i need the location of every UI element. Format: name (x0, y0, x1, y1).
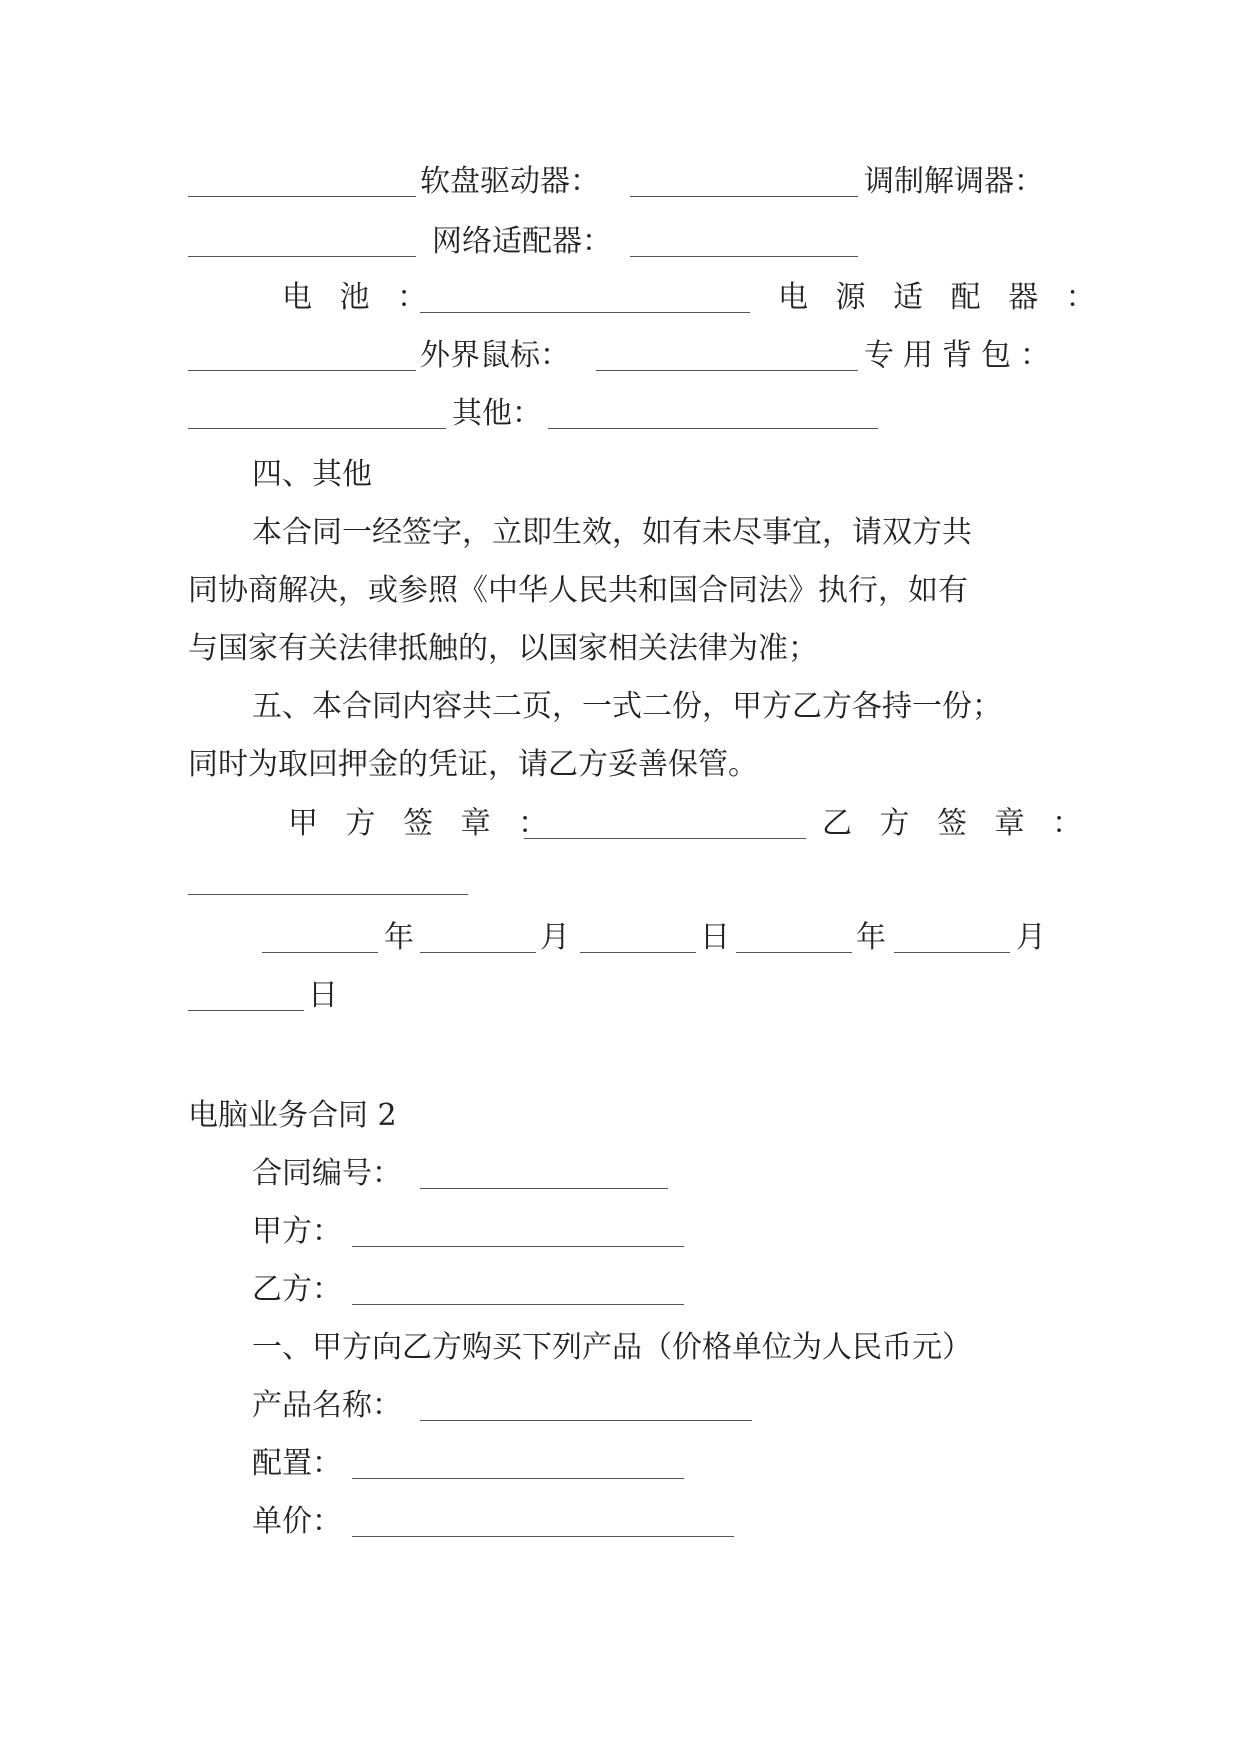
configuration-blank (352, 1478, 684, 1479)
network-adapter-blank (630, 256, 858, 257)
contract-2-title: 电脑业务合同 2 (188, 1098, 397, 1133)
party-a-signature-blank (524, 838, 806, 839)
battery-power-row (188, 278, 1105, 318)
unit-price-label: 单价： (252, 1504, 342, 1539)
network-row (188, 222, 1068, 262)
power-adapter-label: 电 源 适 配 器 ： (778, 280, 1105, 315)
date-continuation-row (188, 976, 1068, 1016)
modem-label: 调制解调器： (864, 164, 1044, 199)
year-label: 年 (384, 920, 414, 955)
bag-blank (188, 428, 446, 429)
other-row (188, 394, 1068, 434)
year-label: 年 (856, 920, 886, 955)
signature-row (188, 804, 1092, 844)
party-b-label: 乙方： (252, 1272, 342, 1307)
other-blank (548, 428, 878, 429)
blank-line (188, 196, 416, 197)
party-a-label: 甲方： (252, 1214, 342, 1249)
network-adapter-label: 网络适配器： (432, 224, 612, 259)
clause-1-text: 一、甲方向乙方购买下列产品（价格单位为人民币元） (252, 1330, 972, 1365)
product-name-label: 产品名称： (252, 1388, 402, 1423)
day-label: 日 (700, 920, 730, 955)
section-4-heading: 四、其他 (252, 457, 372, 492)
section-4-text-line: 与国家有关法律抵触的，以国家相关法律为准； (188, 631, 818, 666)
section-4-text-line: 本合同一经签字，立即生效，如有未尽事宜，请双方共 (252, 515, 972, 550)
product-name-row (188, 1386, 1068, 1426)
month-blank (894, 952, 1010, 953)
section-5-text-line: 五、本合同内容共二页，一式二份，甲方乙方各持一份； (252, 689, 1002, 724)
other-label: 其他： (452, 396, 542, 431)
month-label: 月 (540, 920, 570, 955)
contract-number-label: 合同编号： (252, 1156, 402, 1191)
party-a-blank (352, 1246, 684, 1247)
mouse-bag-row (188, 336, 1068, 376)
contract-2-title-row (188, 1096, 1068, 1136)
section-5 (188, 678, 1068, 794)
day-blank (188, 1010, 304, 1011)
party-b-signature-blank (188, 894, 468, 895)
date-row (188, 918, 1068, 958)
month-label: 月 (1016, 920, 1046, 955)
floppy-drive-label: 软盘驱动器： (420, 164, 600, 199)
month-blank (420, 952, 536, 953)
section-4-text-line: 同协商解决，或参照《中华人民共和国合同法》执行，如有 (188, 573, 968, 608)
floppy-drive-blank (630, 196, 858, 197)
year-blank (736, 952, 852, 953)
party-b-signature-label: 乙 方 签 章 ： (822, 806, 1092, 841)
unit-price-blank (352, 1536, 734, 1537)
section-4 (188, 446, 1068, 678)
unit-price-row (188, 1502, 1068, 1542)
configuration-row (188, 1444, 1068, 1484)
day-label: 日 (308, 978, 338, 1013)
year-blank (262, 952, 378, 953)
party-a-signature-label: 甲 方 签 章 ： (288, 806, 558, 841)
day-blank (580, 952, 696, 953)
contract-number-row (188, 1154, 1068, 1194)
bag-label: 专用背包： (864, 338, 1059, 373)
power-adapter-blank (188, 370, 416, 371)
configuration-label: 配置： (252, 1446, 342, 1481)
battery-label: 电 池 ： (282, 280, 437, 315)
product-name-blank (420, 1420, 752, 1421)
battery-blank (420, 312, 750, 313)
floppy-modem-row (188, 162, 1068, 202)
mouse-blank (596, 370, 858, 371)
contract-number-blank (420, 1188, 668, 1189)
party-b-row (188, 1270, 1068, 1310)
party-a-row (188, 1212, 1068, 1252)
signature-continuation-row (188, 860, 1068, 900)
clause-1-row (188, 1328, 1068, 1368)
mouse-label: 外界鼠标： (420, 338, 570, 373)
party-b-blank (352, 1304, 684, 1305)
section-5-text-line: 同时为取回押金的凭证，请乙方妥善保管。 (188, 747, 758, 782)
modem-blank (188, 256, 416, 257)
